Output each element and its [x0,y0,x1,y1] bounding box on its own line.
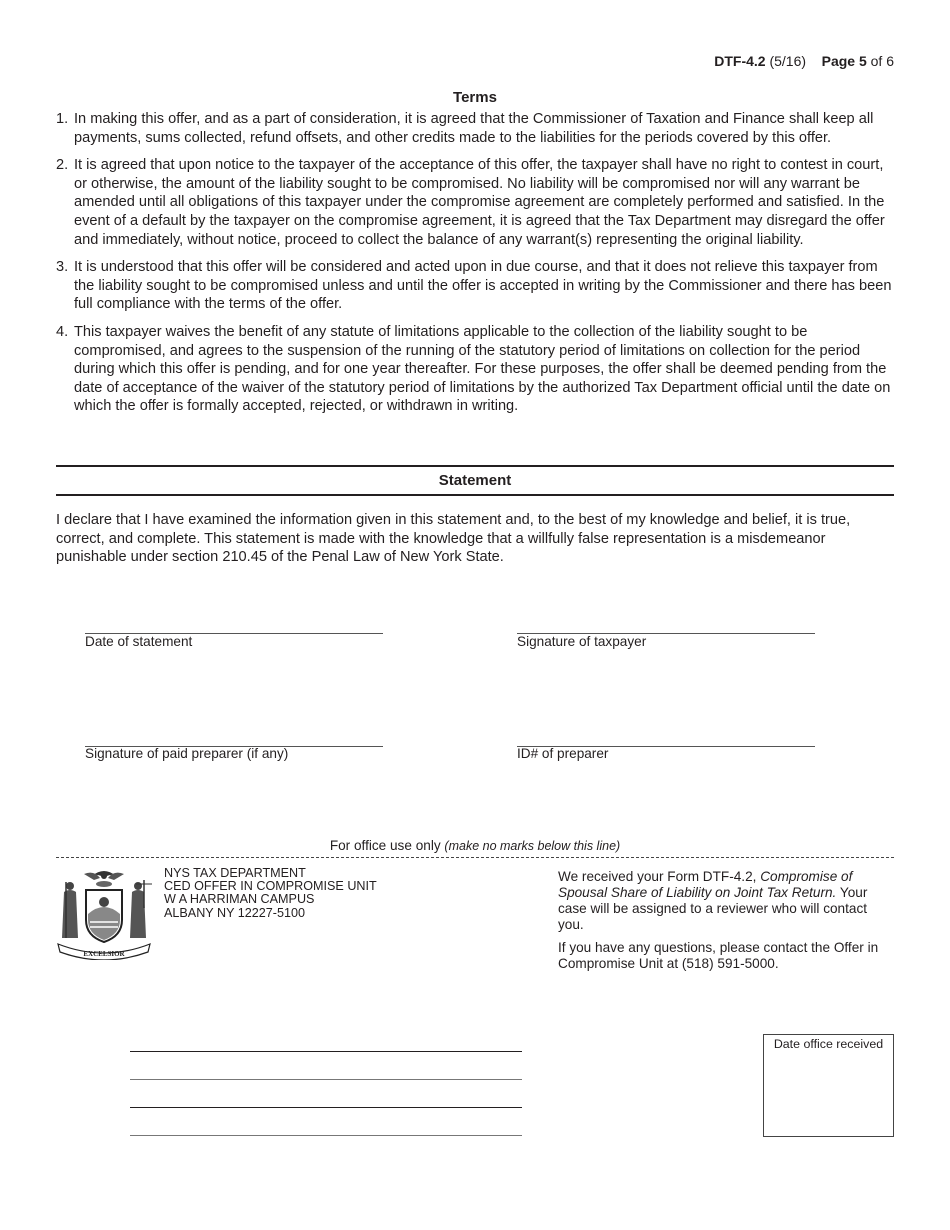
received-notice [558,869,894,979]
date-received-label: Date office received [773,1037,884,1051]
office-use-note: (make no marks below this line) [444,839,621,853]
statement-top-rule [56,465,894,467]
address-line [130,1107,522,1108]
nys-seal-icon [54,864,154,960]
date-of-statement-label: Date of statement [85,634,193,649]
terms-list [56,110,896,425]
term-item: 1. In making this offer, and as a part of consideration, it is agreed that the Commissioner of Taxation and Finance shall keep all payments, sums collected, refund offsets, and other credits made to the liabilities for the periods covered by this offer. [56,111,874,146]
statement-bottom-rule [56,494,894,496]
form-revision: (5/16) [769,53,807,69]
term-item: 3. It is understood that this offer will be considered and acted upon in due course, and that it does not relieve this taxpayer from the liability sought to be compromised unless and until the offer is accepted in writing by the Commissioner and there has been full compliance with the terms of the offer. [56,259,892,313]
address-line [130,1051,522,1052]
address-line [130,1135,522,1136]
page-of: of 6 [870,53,894,69]
preparer-id-label: ID# of preparer [517,746,609,761]
statement-title: Statement [438,472,512,489]
form-id: DTF-4.2 [714,53,766,69]
preparer-signature-label: Signature of paid preparer (if any) [85,746,289,761]
page-label: Page 5 [821,53,867,69]
office-use-dashed-line [56,857,894,858]
term-item: 4. This taxpayer waives the benefit of any statute of limitations applicable to the collection of the liability sought to be compromised, and agrees to the suspension of the running of the statutory period of limitations on collection for the period during which this offer is pending, and for one year thereafter. For these purposes, the offer shall be deemed pending from the date of acceptance of the waiver of the statutory period of limitations by the authorized Tax Department official until the date on which the offer is formally accepted, rejected, or withdrawn in writing. [56,323,891,415]
seal-motto: EXCELSIOR [83,950,125,958]
address-line [130,1079,522,1080]
received-paragraph: We received your Form DTF-4.2, Compromise of Spousal Share of Liability on Joint Tax Return. Your case will be assigned to a reviewer who will contact you. [558,869,868,932]
form-header [714,53,894,69]
form-title: Compromise of Spousal Share of Liability on Joint Tax Return. [558,869,853,900]
terms-title: Terms [453,89,497,106]
office-use-label: For office use only (make no marks below this line) [329,838,621,853]
statement-text: I declare that I have examined the information given in this statement and, to the best of my knowledge and belief, it is true, correct, and complete. This statement is made with the knowledge that a willfully false representation is a misdemeanor punishable under section 210.45 of the Penal Law of New York State. [56,512,851,566]
term-item: 2. It is agreed that upon notice to the taxpayer of the acceptance of this offer, the taxpayer shall have no right to contest in court, or otherwise, the amount of the liability sought to be compromised. No liability will be compromised nor will any warrant be amended until all obligations of this taxpayer under the compromise agreement are completely performed and satisfied. In the event of a default by the taxpayer on the compromise agreement, it is agreed that the Tax Department may disregard the offer and immediately, without notice, proceed to collect the balance of any warrant(s) representing the original liability. [56,157,885,248]
date-received-box [763,1034,894,1137]
office-address: NYS TAX DEPARTMENT CED OFFER IN COMPROMISE UNIT W A HARRIMAN CAMPUS ALBANY NY 12227-5100 [164,866,377,920]
taxpayer-signature-label: Signature of taxpayer [517,634,647,649]
questions-paragraph: If you have any questions, please contact the Offer in Compromise Unit at (518) 591-5000. [558,940,879,971]
